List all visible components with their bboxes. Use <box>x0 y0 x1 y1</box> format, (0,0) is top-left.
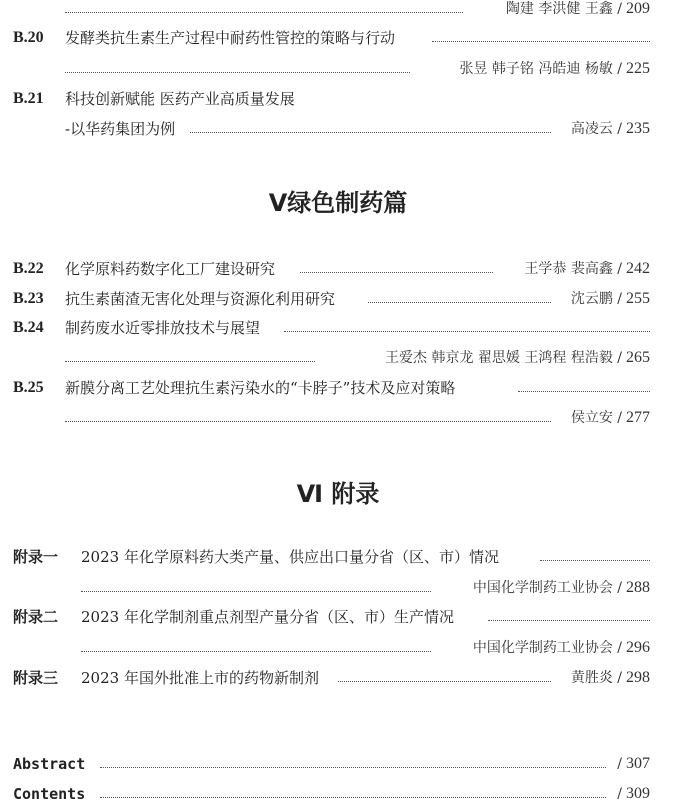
leader-dots <box>300 272 493 273</box>
toc-title[interactable]: 抗生素菌渣无害化处理与资源化利用研究 <box>65 290 336 308</box>
toc-authors: 王学恭 裴高鑫 <box>524 261 613 277</box>
section-heading: Ⅵ 附录 <box>296 480 380 508</box>
toc-entry[interactable] <box>0 316 676 340</box>
toc-page-number[interactable]: 242 <box>626 260 650 277</box>
toc-authors: 陶建 李洪健 王鑫 <box>505 1 613 17</box>
toc-entry[interactable] <box>0 376 676 400</box>
toc-code[interactable]: Contents <box>13 785 86 803</box>
toc-page-number[interactable]: 309 <box>626 785 650 802</box>
toc-line <box>0 57 676 81</box>
toc-separator: / <box>617 61 622 77</box>
toc-entry[interactable] <box>0 287 676 311</box>
toc-line <box>0 117 676 141</box>
toc-entry[interactable] <box>0 782 676 806</box>
toc-code: B.24 <box>13 319 44 336</box>
toc-code: B.20 <box>13 29 44 46</box>
leader-dots <box>65 421 551 422</box>
toc-authors-page <box>524 257 650 281</box>
toc-page-number[interactable]: 225 <box>626 60 650 77</box>
toc-entry[interactable] <box>0 26 676 50</box>
toc-authors-page <box>385 346 650 370</box>
toc-entry[interactable] <box>0 257 676 281</box>
toc-title[interactable]: 2023 年化学制剂重点剂型产量分省（区、市）生产情况 <box>81 608 454 626</box>
toc-page-number[interactable]: 298 <box>626 669 650 686</box>
leader-dots <box>432 41 650 42</box>
leader-dots <box>100 767 606 768</box>
toc-authors: 侯立安 <box>570 410 613 426</box>
toc-page-number[interactable]: 296 <box>626 639 650 656</box>
toc-code: 附录一 <box>13 548 59 566</box>
toc-code: 附录二 <box>13 608 59 626</box>
toc-line <box>0 406 676 430</box>
leader-dots <box>518 391 650 392</box>
toc-title[interactable]: 化学原料药数字化工厂建设研究 <box>65 260 276 278</box>
leader-dots <box>368 302 551 303</box>
leader-dots <box>81 651 431 652</box>
toc-separator: / <box>617 756 622 772</box>
leader-dots <box>81 591 431 592</box>
toc-authors-page <box>571 406 650 430</box>
toc-authors: 高凌云 <box>570 121 613 137</box>
toc-line <box>0 576 676 600</box>
toc-authors-page <box>617 782 650 806</box>
toc-title[interactable]: 新膜分离工艺处理抗生素污染水的“卡脖子”技术及应对策略 <box>65 379 456 397</box>
toc-separator: / <box>617 410 622 426</box>
toc-separator: / <box>617 291 622 307</box>
toc-code: B.21 <box>13 90 44 107</box>
toc-authors-page <box>459 57 650 81</box>
toc-authors: 沈云鹏 <box>570 291 613 307</box>
toc-authors-page <box>473 636 650 660</box>
toc-separator: / <box>617 1 622 17</box>
leader-dots <box>65 361 315 362</box>
leader-dots <box>190 132 551 133</box>
toc-authors: 张昱 韩子铭 冯皓迪 杨敏 <box>459 61 613 77</box>
section-heading: Ⅴ绿色制药篇 <box>268 189 408 217</box>
toc-authors: 中国化学制药工业协会 <box>472 640 613 656</box>
toc-page-number[interactable]: 288 <box>626 579 650 596</box>
toc-authors-page <box>617 752 650 776</box>
leader-dots <box>284 331 650 332</box>
toc-authors: 黄胜炎 <box>570 670 613 686</box>
toc-code: B.22 <box>13 260 44 277</box>
leader-dots <box>65 12 463 13</box>
toc-page-number[interactable]: 307 <box>626 755 650 772</box>
toc-separator: / <box>617 350 622 366</box>
toc-separator: / <box>617 670 622 686</box>
toc-separator: / <box>617 261 622 277</box>
toc-page-number[interactable]: 265 <box>626 349 650 366</box>
toc-line <box>0 346 676 370</box>
leader-dots <box>338 681 551 682</box>
toc-code: B.25 <box>13 379 44 396</box>
leader-dots <box>540 560 650 561</box>
toc-title[interactable]: 发酵类抗生素生产过程中耐药性管控的策略与行动 <box>65 29 396 47</box>
toc-separator: / <box>617 640 622 656</box>
toc-code[interactable]: Abstract <box>13 755 86 773</box>
toc-authors-page <box>506 0 650 21</box>
toc-title[interactable]: 2023 年化学原料药大类产量、供应出口量分省（区、市）情况 <box>81 548 499 566</box>
toc-entry[interactable] <box>0 87 676 111</box>
toc-title[interactable]: 制药废水近零排放技术与展望 <box>65 319 261 337</box>
leader-dots <box>65 72 410 73</box>
toc-separator: / <box>617 786 622 802</box>
toc-entry[interactable] <box>0 752 676 776</box>
toc-authors: 中国化学制药工业协会 <box>472 580 613 596</box>
leader-dots <box>100 797 606 798</box>
toc-authors: 王爱杰 韩京龙 翟思媛 王鸿程 程浩毅 <box>385 350 613 366</box>
toc-page-number[interactable]: 235 <box>626 120 650 137</box>
leader-dots <box>488 620 650 621</box>
toc-authors-page <box>571 117 650 141</box>
toc-page-number[interactable]: 255 <box>626 290 650 307</box>
toc-code: 附录三 <box>13 669 59 687</box>
toc-authors-page <box>473 576 650 600</box>
toc-separator: / <box>617 121 622 137</box>
toc-entry[interactable] <box>0 666 676 690</box>
toc-title[interactable]: 2023 年国外批准上市的药物新制剂 <box>81 669 319 687</box>
toc-authors-page <box>571 287 650 311</box>
toc-separator: / <box>617 580 622 596</box>
toc-entry[interactable] <box>0 545 676 569</box>
toc-page-number[interactable]: 209 <box>626 0 650 17</box>
toc-title[interactable]: 科技创新赋能 医药产业高质量发展 <box>65 90 295 108</box>
toc-code: B.23 <box>13 290 44 307</box>
toc-page-number[interactable]: 277 <box>626 409 650 426</box>
toc-title[interactable]: -以华药集团为例 <box>65 120 176 138</box>
toc-entry[interactable] <box>0 605 676 629</box>
toc-authors-page <box>571 666 650 690</box>
toc-line <box>0 0 676 21</box>
toc-line <box>0 636 676 660</box>
